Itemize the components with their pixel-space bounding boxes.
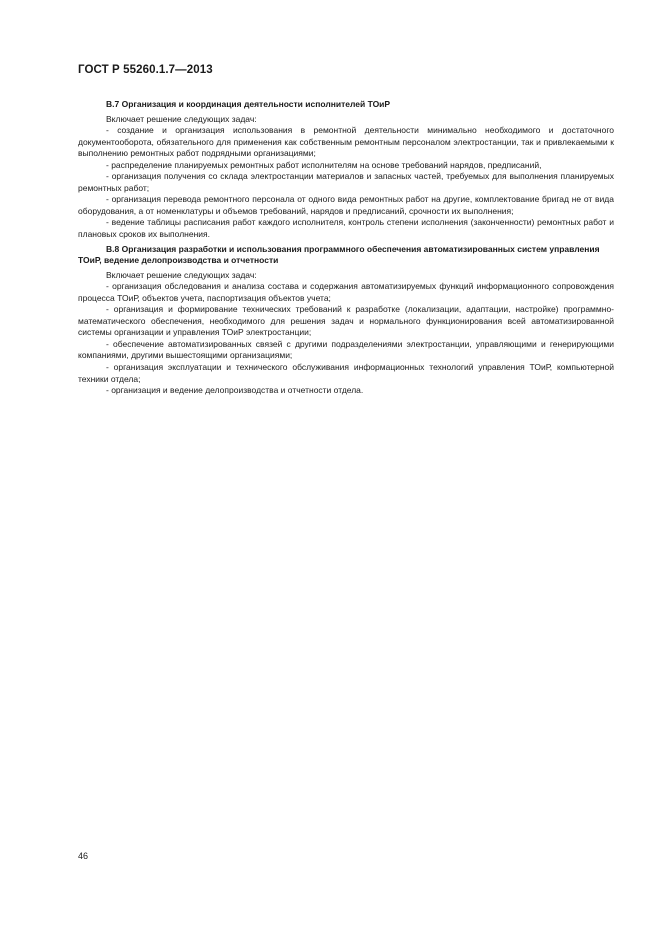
document-header: ГОСТ Р 55260.1.7—2013 bbox=[78, 64, 213, 76]
list-item: - обеспечение автоматизированных связей с другими подразделениями электростанции, управляющими и генерирующими компаниями, другими вышестоящими организациями; bbox=[78, 338, 614, 361]
document-body bbox=[78, 99, 614, 397]
section-intro: Включает решение следующих задач: bbox=[106, 113, 257, 124]
list-item: - организация перевода ремонтного персонала от одного вида ремонтных работ на другие, комплектование бригад не от вида оборудования, а от номенклатуры и объемов требований, нарядов и предписаний, срочности их выполнения; bbox=[78, 194, 614, 216]
list-item: - организация эксплуатации и технического обслуживания информационных технологий управления ТОиР, компьютерной техники отдела; bbox=[78, 362, 614, 384]
list-item: - организация получения со склада электростанции материалов и запасных частей, требуемых для выполнения планируемых ремонтных работ; bbox=[78, 171, 614, 193]
section-intro: Включает решение следующих задач: bbox=[106, 269, 257, 280]
list-item: - организация и формирование технических требований к разработке (локализации, адаптации, настройке) программно-математического обеспечения, необходимого для решения задач и нормального функционирования всей автоматизированной системы организации и управления ТОиР электростанции; bbox=[78, 304, 614, 338]
list-item: - распределение планируемых ремонтных работ исполнителям на основе требований нарядов, предписаний, bbox=[106, 159, 542, 170]
section-title-b8: В.8 Организация разработки и использования программного обеспечения автоматизированных систем управления ТОиР, ведение делопроизводства и отчетности bbox=[78, 243, 600, 266]
page-number: 46 bbox=[78, 851, 89, 861]
list-item: - ведение таблицы расписания работ каждого исполнителя, контроль степени исполнения (законченности) ремонтных работ и плановых сроков их выполнения. bbox=[78, 217, 614, 240]
list-item: - организация и ведение делопроизводства и отчетности отдела. bbox=[106, 385, 364, 396]
list-item: - создание и организация использования в ремонтной деятельности минимально необходимого и достаточного документооборота, обязательного для применения как собственным ремонтным персоналом электростанции, так и привлекаемыми к выполнению ремонтных работ подрядными организациями; bbox=[78, 125, 614, 159]
list-item: - организация обследования и анализа состава и содержания автоматизируемых функций информационного сопровождения процесса ТОиР, объектов учета, паспортизация объектов учета; bbox=[78, 281, 614, 303]
section-title-b7: В.7 Организация и координация деятельности исполнителей ТОиР bbox=[106, 99, 391, 109]
